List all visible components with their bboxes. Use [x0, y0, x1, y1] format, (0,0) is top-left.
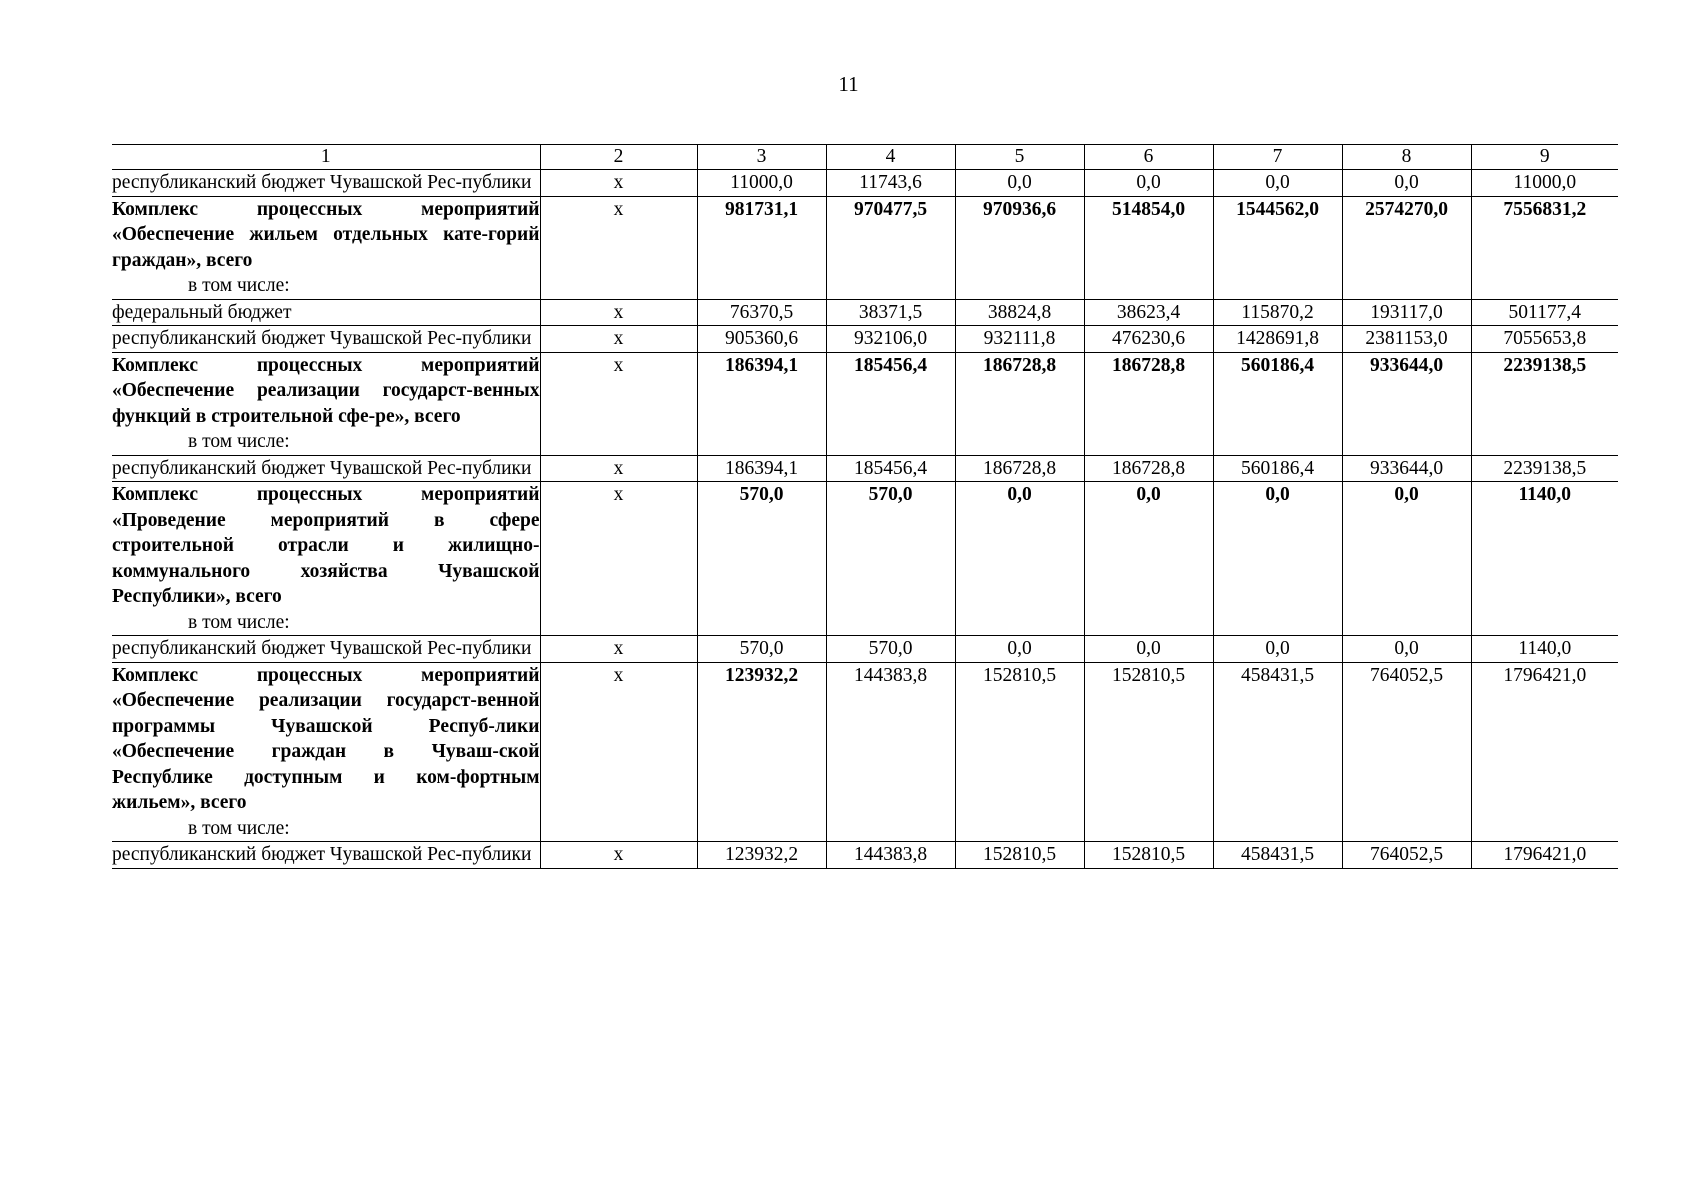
row-name: Комплекс процессных мероприятий «Обеспечение жильем отдельных кате-горий граждан», всего — [112, 198, 540, 271]
cell-value: 185456,4 — [826, 352, 955, 455]
column-header: 1 — [112, 145, 540, 170]
cell-value: 970477,5 — [826, 196, 955, 299]
cell-value: 0,0 — [1084, 636, 1213, 663]
cell-value: 144383,8 — [826, 842, 955, 869]
cell-value: 476230,6 — [1084, 326, 1213, 353]
cell-value: 186394,1 — [697, 352, 826, 455]
cell-value: 186728,8 — [955, 352, 1084, 455]
cell-value: 1796421,0 — [1471, 662, 1618, 842]
table-row — [112, 455, 1618, 482]
cell-value: 932111,8 — [955, 326, 1084, 353]
cell-value: 560186,4 — [1213, 455, 1342, 482]
cell-value: 570,0 — [697, 636, 826, 663]
row-subnote: в том числе: — [188, 275, 290, 296]
row-name: Комплекс процессных мероприятий «Обеспечение реализации государст-венной программы Чувашской Респуб-лики «Обеспечение граждан в Чуваш-ской Республике доступным и ком-фортным жильем», всего — [112, 664, 540, 813]
cell-value: 2574270,0 — [1342, 196, 1471, 299]
row-subnote: в том числе: — [188, 817, 290, 839]
cell-value: 152810,5 — [1084, 662, 1213, 842]
cell-value: 2239138,5 — [1471, 455, 1618, 482]
cell-value: 932106,0 — [826, 326, 955, 353]
cell-value: 123932,2 — [697, 842, 826, 869]
cell-value: 905360,6 — [697, 326, 826, 353]
cell-value: 560186,4 — [1213, 352, 1342, 455]
cell-value: 185456,4 — [826, 455, 955, 482]
column-header: 2 — [540, 145, 697, 170]
cell-value: 2381153,0 — [1342, 326, 1471, 353]
cell-value: 570,0 — [697, 482, 826, 636]
cell-value: х — [540, 352, 697, 455]
cell-value: 0,0 — [955, 170, 1084, 197]
table-row-group-total — [112, 352, 1618, 455]
row-subnote: в том числе: — [188, 611, 290, 633]
cell-value: 1544562,0 — [1213, 196, 1342, 299]
table-header-row — [112, 145, 1618, 170]
cell-value: 0,0 — [1342, 482, 1471, 636]
cell-value: 2239138,5 — [1471, 352, 1618, 455]
table-row — [112, 326, 1618, 353]
table-row — [112, 299, 1618, 326]
budget-table — [112, 144, 1618, 869]
column-header: 3 — [697, 145, 826, 170]
table-row — [112, 170, 1618, 197]
cell-value: 764052,5 — [1342, 842, 1471, 869]
column-header: 9 — [1471, 145, 1618, 170]
cell-value: 7556831,2 — [1471, 196, 1618, 299]
cell-value: х — [540, 299, 697, 326]
cell-value: 0,0 — [1342, 636, 1471, 663]
cell-value: 11000,0 — [1471, 170, 1618, 197]
cell-value: 501177,4 — [1471, 299, 1618, 326]
cell-value: 0,0 — [1084, 482, 1213, 636]
cell-value: х — [540, 170, 697, 197]
cell-value: х — [540, 662, 697, 842]
cell-value: х — [540, 196, 697, 299]
row-name: республиканский бюджет Чувашской Рес-публики — [112, 455, 540, 482]
cell-value: 193117,0 — [1342, 299, 1471, 326]
cell-value: 38371,5 — [826, 299, 955, 326]
cell-value: 115870,2 — [1213, 299, 1342, 326]
cell-value: 1140,0 — [1471, 636, 1618, 663]
cell-value: 186728,8 — [955, 455, 1084, 482]
table-row-group-total — [112, 196, 1618, 299]
cell-value: 0,0 — [1213, 482, 1342, 636]
row-name: Комплекс процессных мероприятий «Проведение мероприятий в сфере строительной отрасли и жилищно-коммунального хозяйства Чувашской Республики», всего — [112, 484, 540, 607]
column-header: 5 — [955, 145, 1084, 170]
cell-value: 38623,4 — [1084, 299, 1213, 326]
cell-value: 152810,5 — [1084, 842, 1213, 869]
row-name: республиканский бюджет Чувашской Рес-публики — [112, 170, 540, 197]
row-subnote: в том числе: — [188, 431, 290, 452]
cell-value: 970936,6 — [955, 196, 1084, 299]
row-name-cell — [112, 352, 540, 455]
cell-value: х — [540, 326, 697, 353]
cell-value: 186394,1 — [697, 455, 826, 482]
cell-value: 38824,8 — [955, 299, 1084, 326]
cell-value: 186728,8 — [1084, 455, 1213, 482]
cell-value: 458431,5 — [1213, 842, 1342, 869]
row-name-cell — [112, 482, 540, 636]
cell-value: х — [540, 842, 697, 869]
page-number: 11 — [838, 72, 859, 96]
cell-value: 570,0 — [826, 482, 955, 636]
table-row — [112, 842, 1618, 869]
cell-value: 458431,5 — [1213, 662, 1342, 842]
cell-value: 0,0 — [1213, 636, 1342, 663]
cell-value: 933644,0 — [1342, 455, 1471, 482]
row-name: федеральный бюджет — [112, 299, 540, 326]
row-name: Комплекс процессных мероприятий «Обеспечение реализации государст-венных функций в строительной сфе-ре», всего — [112, 354, 540, 427]
cell-value: 1428691,8 — [1213, 326, 1342, 353]
table-row-group-total — [112, 662, 1618, 842]
column-header: 8 — [1342, 145, 1471, 170]
row-name: республиканский бюджет Чувашской Рес-публики — [112, 842, 540, 869]
cell-value: 0,0 — [955, 636, 1084, 663]
cell-value: 0,0 — [1213, 170, 1342, 197]
cell-value: 152810,5 — [955, 662, 1084, 842]
row-name-cell — [112, 662, 540, 842]
cell-value: 1140,0 — [1471, 482, 1618, 636]
column-header: 7 — [1213, 145, 1342, 170]
cell-value: 514854,0 — [1084, 196, 1213, 299]
cell-value: х — [540, 482, 697, 636]
cell-value: 76370,5 — [697, 299, 826, 326]
cell-value: 0,0 — [955, 482, 1084, 636]
cell-value: 152810,5 — [955, 842, 1084, 869]
cell-value: 11743,6 — [826, 170, 955, 197]
cell-value: 186728,8 — [1084, 352, 1213, 455]
cell-value: 144383,8 — [826, 662, 955, 842]
cell-value: 7055653,8 — [1471, 326, 1618, 353]
cell-value: 11000,0 — [697, 170, 826, 197]
column-header: 4 — [826, 145, 955, 170]
cell-value: 123932,2 — [697, 662, 826, 842]
row-name: республиканский бюджет Чувашской Рес-публики — [112, 636, 540, 663]
row-name: республиканский бюджет Чувашской Рес-публики — [112, 326, 540, 353]
cell-value: 1796421,0 — [1471, 842, 1618, 869]
cell-value: 981731,1 — [697, 196, 826, 299]
cell-value: 570,0 — [826, 636, 955, 663]
column-header: 6 — [1084, 145, 1213, 170]
cell-value: х — [540, 455, 697, 482]
cell-value: 933644,0 — [1342, 352, 1471, 455]
row-name-cell — [112, 196, 540, 299]
cell-value: х — [540, 636, 697, 663]
table-row-group-total — [112, 482, 1618, 636]
cell-value: 764052,5 — [1342, 662, 1471, 842]
cell-value: 0,0 — [1342, 170, 1471, 197]
table-row — [112, 636, 1618, 663]
cell-value: 0,0 — [1084, 170, 1213, 197]
